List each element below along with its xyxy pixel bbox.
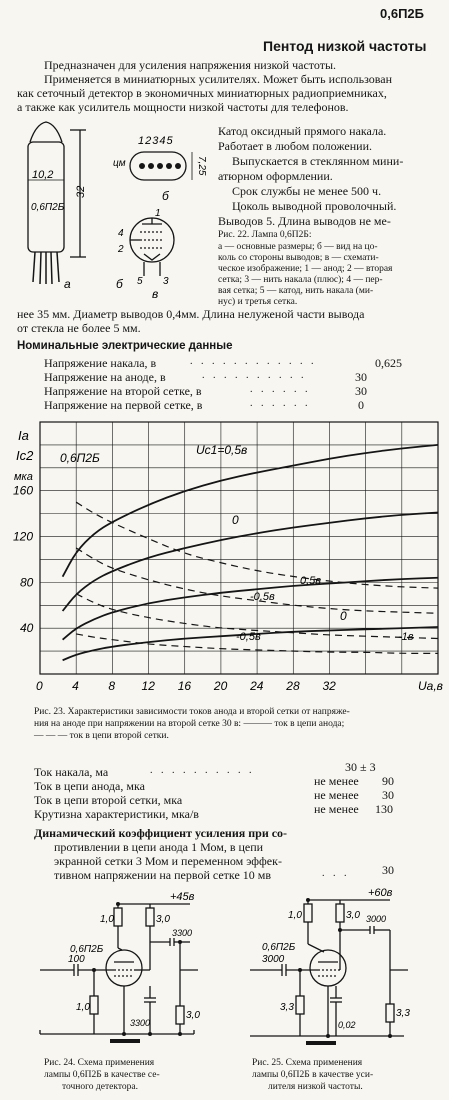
nominal-row-label: Напряжение на второй сетке, в: [44, 384, 202, 398]
fig-label-v: в: [152, 287, 159, 300]
dim-height-label: 32: [75, 185, 87, 198]
fig24-r1: 1,0: [100, 914, 114, 925]
sch-pin-5: 5: [137, 276, 143, 287]
fig22-caption-3: ческое изображение; 1 — анод; 2 — вторая: [218, 264, 393, 274]
fig25-rgrid: 3,3: [280, 1002, 294, 1013]
param-label: Ток накала, ма: [34, 765, 109, 779]
fig22-caption-title: Рис. 22. Лампа 0,6П2Б:: [218, 230, 312, 240]
curve-label-056b: -0,5в: [250, 591, 275, 603]
sch-pin-4: 4: [118, 228, 124, 239]
nominal-row-label: Напряжение накала, в: [44, 356, 157, 370]
pin-numbers-label: 12345: [138, 135, 174, 147]
color-mark-label: цм: [113, 158, 126, 169]
nominal-row-value: 30: [355, 384, 367, 398]
desc-line-7: Выводов 5. Длина выводов не ме-: [218, 214, 391, 228]
dynamic-line-1: Динамический коэффициент усиления при со-: [34, 826, 288, 840]
x-tick-label: 28: [286, 679, 300, 693]
x-tick-label: 16: [177, 679, 192, 693]
desc-line-3: Выпускается в стеклянном мини-: [232, 154, 404, 168]
param-value: 90: [382, 774, 394, 788]
tube-drawing-figure: [0, 112, 210, 300]
intro-line-4: а также как усилитель мощности низкой частоты для телефонов.: [17, 100, 349, 114]
leader-dots: . . . . . . . . . .: [202, 370, 307, 381]
dynamic-line-4: тивном напряжении на первой сетке 10 мв: [54, 868, 272, 882]
x-tick-label: 32: [322, 679, 336, 693]
x-tick-label: 8: [108, 679, 116, 693]
fig25-caption-2: лампы 0,6П2Б в качестве уси-: [252, 1070, 374, 1080]
curve-label-0: 0: [232, 513, 239, 527]
fig25-tube: 0,6П2Б: [262, 942, 296, 953]
dynamic-line-3: экранной сетки 3 Мом и переменном эффек-: [54, 854, 282, 868]
fig25-r2: 3,0: [346, 910, 360, 921]
fig23-caption-2: ния на аноде при напряжении на второй сетке 30 в: ——— ток в цепи анода;: [34, 719, 345, 729]
fig22-caption-5: вая сетка; 5 — катод, нить накала (ми-: [218, 286, 374, 296]
fig22-caption-1: а — основные размеры; б — вид на цо-: [218, 242, 378, 252]
param-label: Крутизна характеристики, мка/в: [34, 807, 199, 821]
fig23-caption-3: — — — ток в цепи второй сетки.: [34, 731, 169, 741]
curve-label-05c: -0,5в: [236, 631, 261, 643]
fig25-cin: 3000: [262, 954, 285, 965]
chart-tube-label: 0,6П2Б: [60, 451, 100, 465]
desc-line-5: Срок службы не менее 500 ч.: [232, 184, 382, 198]
y-tick-label: 40: [20, 621, 34, 636]
fig24-detector-circuit: [30, 886, 210, 1054]
param-value: 130: [375, 802, 393, 816]
desc-line-1: Катод оксидный прямого накала.: [218, 124, 387, 138]
anode-characteristics-chart: [0, 412, 449, 702]
leader-dots: . . . . . . . . . . . .: [190, 356, 317, 367]
intro-line-1: Предназначен для усиления напряжения низкой частоты.: [44, 58, 337, 72]
param-qualifier: не менее: [314, 802, 359, 816]
tube-marking-label: 0,6П2Б: [31, 202, 65, 213]
fig24-supply: +45в: [170, 891, 195, 903]
fig25-caption-3: лителя низкой частоты.: [268, 1082, 363, 1092]
fig-label-b-lower: б: [116, 277, 123, 291]
series-line-0: [63, 445, 438, 577]
fig25-caption-1: Рис. 25. Схема применения: [252, 1058, 363, 1068]
fig25-rout: 3,3: [396, 1008, 410, 1019]
dynamic-line-2: противлении в цепи анода 1 Мом, в цепи: [54, 840, 264, 854]
nominal-row-label: Напряжение на первой сетке, в: [44, 398, 203, 412]
nominal-row-label: Напряжение на аноде, в: [44, 370, 166, 384]
fig24-caption-3: точного детектора.: [62, 1082, 138, 1092]
desc-line-6: Цоколь выводной проволочный.: [232, 199, 397, 213]
curve-label-0b: 0: [340, 609, 347, 623]
y-axis-unit: мка: [14, 471, 33, 483]
fig25-amplifier-circuit: [240, 886, 430, 1054]
param-label: Ток в цепи анода, мка: [34, 779, 145, 793]
fig-label-a: а: [64, 277, 71, 291]
leader-dots: . . .: [322, 868, 350, 879]
fig24-r2: 3,0: [156, 914, 170, 925]
y-tick-label: 80: [20, 575, 34, 590]
sch-pin-2: 2: [118, 244, 124, 255]
param-qualifier: не менее: [314, 774, 359, 788]
fig24-rgrid: 1,0: [76, 1002, 90, 1013]
fig24-caption-1: Рис. 24. Схема применения: [44, 1058, 155, 1068]
fig24-cout: 3300: [130, 1018, 151, 1028]
nominal-heading: Номинальные электрические данные: [17, 340, 233, 352]
fig22-caption-6: нус) и третья сетка.: [218, 297, 298, 307]
fig23-caption-1: Рис. 23. Характеристики зависимости токов анода и второй сетки от напряже-: [34, 707, 350, 717]
chart-ticks: [13, 484, 336, 693]
fig25-r1: 1,0: [288, 910, 302, 921]
fig25-supply: +60в: [368, 887, 393, 899]
fig24-rout: 3,0: [186, 1010, 200, 1021]
fig24-c1: 3300: [172, 928, 193, 938]
tube-schematic-symbol: [130, 218, 174, 276]
dim-diameter-label: 10,2: [32, 169, 54, 181]
leader-dots: . . . . . .: [250, 384, 311, 395]
param-value: 30 ± 3: [345, 760, 376, 774]
fig25-c1: 3000: [366, 914, 387, 924]
param-label: Ток в цепи второй сетки, мка: [34, 793, 183, 807]
base-pins: [139, 163, 181, 169]
fig22-caption-2: коль со стороны выводов; в — схемати-: [218, 253, 379, 263]
nominal-row-value: 0: [358, 398, 364, 412]
leader-dots: . . . . . . . . . .: [150, 765, 255, 776]
x-tick-label: 4: [72, 679, 79, 693]
y-tick-label: 160: [13, 483, 34, 498]
nominal-row-value: 30: [355, 370, 367, 384]
x-axis-label: Ua,в: [418, 679, 443, 693]
desc-line-4: атюрном оформлении.: [218, 169, 333, 183]
desc-cont-1: нее 35 мм. Диаметр выводов 0,4мм. Длина нелуженой части вывода: [17, 307, 365, 321]
pin-dim-label: 7,25: [196, 156, 207, 176]
curve-label-056a: 0,5в: [300, 575, 322, 587]
curve-label-uc1: Uc1=0,5в: [196, 443, 248, 457]
x-tick-label: 24: [250, 679, 264, 693]
dynamic-value: 30: [382, 863, 394, 877]
intro-line-2: Применяется в миниатюрных усилителях. Может быть использован: [44, 72, 393, 86]
fig-label-b: б: [162, 189, 169, 203]
param-qualifier: не менее: [314, 788, 359, 802]
y-axis-label-ia: Ia: [18, 428, 29, 443]
desc-line-2: Работает в любом положении.: [218, 139, 373, 153]
desc-cont-2: от стекла не более 5 мм.: [17, 321, 141, 335]
fig24-tube: 0,6П2Б: [70, 944, 104, 955]
y-tick-label: 120: [13, 529, 34, 544]
intro-line-3: как сеточный детектор в экономичных миниатюрных радиоприемниках,: [17, 86, 387, 100]
page-title: Пентод низкой частоты: [263, 38, 427, 54]
x-tick-label: 12: [141, 679, 155, 693]
sch-pin-1: 1: [155, 208, 161, 219]
fig22-caption-4: сетка; 3 — нить накала (плюс); 4 — пер-: [218, 275, 383, 285]
y-axis-label-ic2: Ic2: [16, 448, 34, 463]
fig24-cin: 100: [68, 954, 85, 965]
curve-label-1b: -1в: [398, 631, 414, 643]
nominal-row-value: 0,625: [375, 356, 402, 370]
sch-pin-3: 3: [163, 276, 169, 287]
fig24-caption-2: лампы 0,6П2Б в качестве се-: [44, 1070, 160, 1080]
x-tick-label: 20: [213, 679, 228, 693]
param-value: 30: [382, 788, 394, 802]
leader-dots: . . . . . .: [250, 398, 311, 409]
x-tick-label: 0: [36, 679, 43, 693]
tube-code: 0,6П2Б: [380, 6, 424, 21]
fig25-cout: 0,02: [338, 1020, 356, 1030]
